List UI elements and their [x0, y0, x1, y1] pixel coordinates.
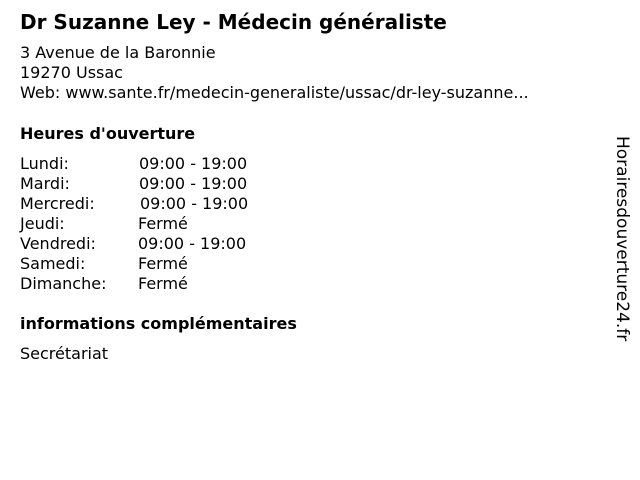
day-label: Samedi: [20, 254, 86, 273]
time-value: Fermé [138, 214, 188, 233]
time-value: 09:00 - 19:00 [139, 174, 248, 193]
additional-info-text: Secrétariat [20, 344, 109, 363]
time-value: 09:00 - 19:00 [138, 234, 247, 253]
day-label: Dimanche: [20, 274, 107, 293]
day-label: Jeudi: [20, 214, 65, 233]
additional-info-heading: informations complémentaires [20, 314, 297, 333]
website-line: Web: www.sante.fr/medecin-generaliste/ussac/dr-ley-suzanne... [20, 83, 529, 102]
opening-hours-heading: Heures d'ouverture [20, 124, 196, 143]
day-label: Mardi: [20, 174, 70, 193]
address-block [20, 43, 529, 103]
time-value: 09:00 - 19:00 [139, 154, 248, 173]
day-label: Mercredi: [20, 194, 95, 213]
site-brand-vertical: Horairesdouverture24.fr [612, 136, 632, 342]
day-label: Lundi: [20, 154, 69, 173]
address-city: 19270 Ussac [20, 63, 123, 82]
time-value: 09:00 - 19:00 [140, 194, 249, 213]
time-value: Fermé [138, 274, 188, 293]
address-street: 3 Avenue de la Baronnie [20, 43, 216, 62]
time-value: Fermé [138, 254, 188, 273]
day-label: Vendredi: [20, 234, 96, 253]
page-title: Dr Suzanne Ley - Médecin généraliste [20, 10, 447, 34]
